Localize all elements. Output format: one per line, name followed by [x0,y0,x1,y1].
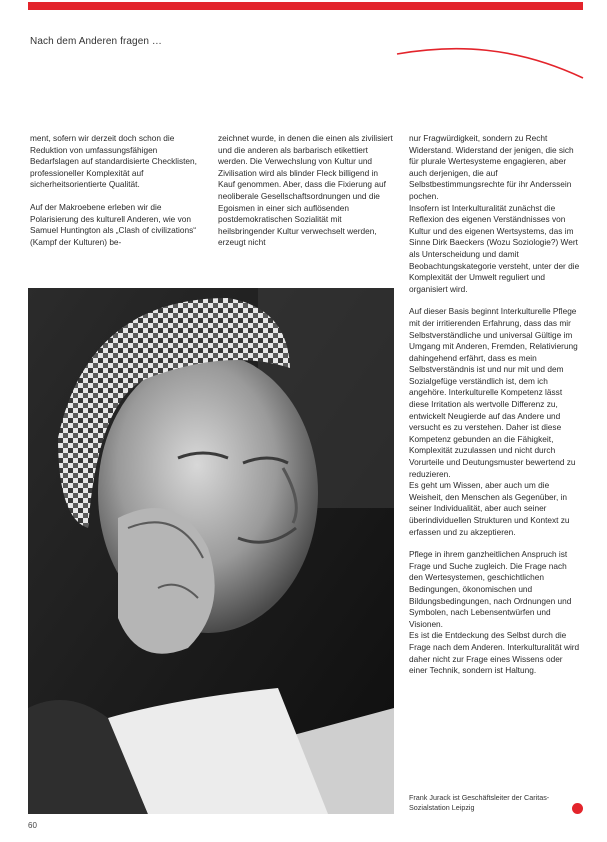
paragraph: Pflege in ihrem ganzheitlichen Anspruch ist Frage und Suche zugleich. Die Frage nach den Wertesystemen, geschichtlichen Bedingungen, ökonomischen und Bildungsbedingungen, nach Ordnungen und Symbolen, nach Lebensentwürfen und Visionen. Es ist die Entdeckung des Selbst durch die Frage nach dem Anderen. Interkulturalität wird daher nicht zur Frage eines Wissens oder einer Technik, sondern ist Haltung. [409,549,580,676]
running-header: Nach dem Anderen fragen … [30,36,163,47]
column-1 [30,133,205,259]
author-caption: Frank Jurack ist Geschäftsleiter der Caritas-Sozialstation Leipzig [409,793,550,812]
paragraph: Auf der Makroebene erleben wir die Polarisierung des kulturell Anderen, wie von Samuel Huntington als „Clash of civilizations“ (Kampf der Kulturen) be- [30,201,197,247]
portrait-photo [28,288,394,814]
paragraph: ment, sofern wir derzeit doch schon die Reduktion von umfassungsfähigen Bedarfslagen auf standardisierte Checklisten, professioneller Komplexität auf sicherheitsorientierte Qualität. [30,133,197,190]
paragraph: Auf dieser Basis beginnt Interkulturelle Pflege mit der irritierenden Erfahrung, dass das mir Selbstverständliche und universal Gültige im Umgang mit Anderen, Fremden, Relativierung dahingehend erfährt, dass es mein Selbstverständnis ist und nur mit und dem Sozialgefüge verständlich ist, dem ich angehöre. Interkulturelle Kompetenz lässt diese Irritation als wertvolle Differenz zu, entwickelt Neugierde auf das Andere und versucht es zu verstehen. Daher ist diese Kompetenz gebunden an die Fähigkeit, Komplexität zuzulassen und nicht durch Vorurteile und Deutungsmuster bewertend zu reduzieren. Es geht um Wissen, aber auch um die Weisheit, den Menschen als Gegenüber, in seiner Individualität, aber auch seiner überindividuellen Strukturen und Kontext zu erfassen und zu akzeptieren. [409,306,578,537]
top-accent-bar [28,2,583,10]
brand-logo-icon [572,803,583,814]
column-3 [409,133,581,688]
column-2 [218,133,393,260]
page-number: 60 [28,821,37,830]
paragraph: nur Fragwürdigkeit, sondern zu Recht Widerstand. Widerstand der jenigen, die sich für plurale Wertesysteme engagieren, aber auch derjenigen, die auf Selbstbestimmungsrechte für ihr Anderssein pochen. Insofern ist Interkulturalität zunächst die Reflexion des eigenen Verständnisses von Kultur und des eigenen Wertsystems, das im Sinne Dirk Baeckers (Wozu Soziologie?) Wert als Unterscheidung und damit Beobachtungskategorie versteht, unter der die Komplexität der Umwelt reguliert und organisiert wird. [409,133,580,294]
decorative-swoosh [395,42,585,82]
portrait-illustration [28,288,394,814]
paragraph: zeichnet wurde, in denen die einen als zivilisiert und die anderen als barbarisch etikettiert werden. Die Verwechslung von Kultur und Zivilisation wird als blinder Fleck billigend in Kauf genommen. Aber, dass die Fixierung auf neoliberale Gesellschaftsordnungen und die Egoismen in einer sich auflösenden postdemokratischen Sozialität mit heilsbringender Kultur verwechselt werden, erzeugt nicht [218,133,393,248]
